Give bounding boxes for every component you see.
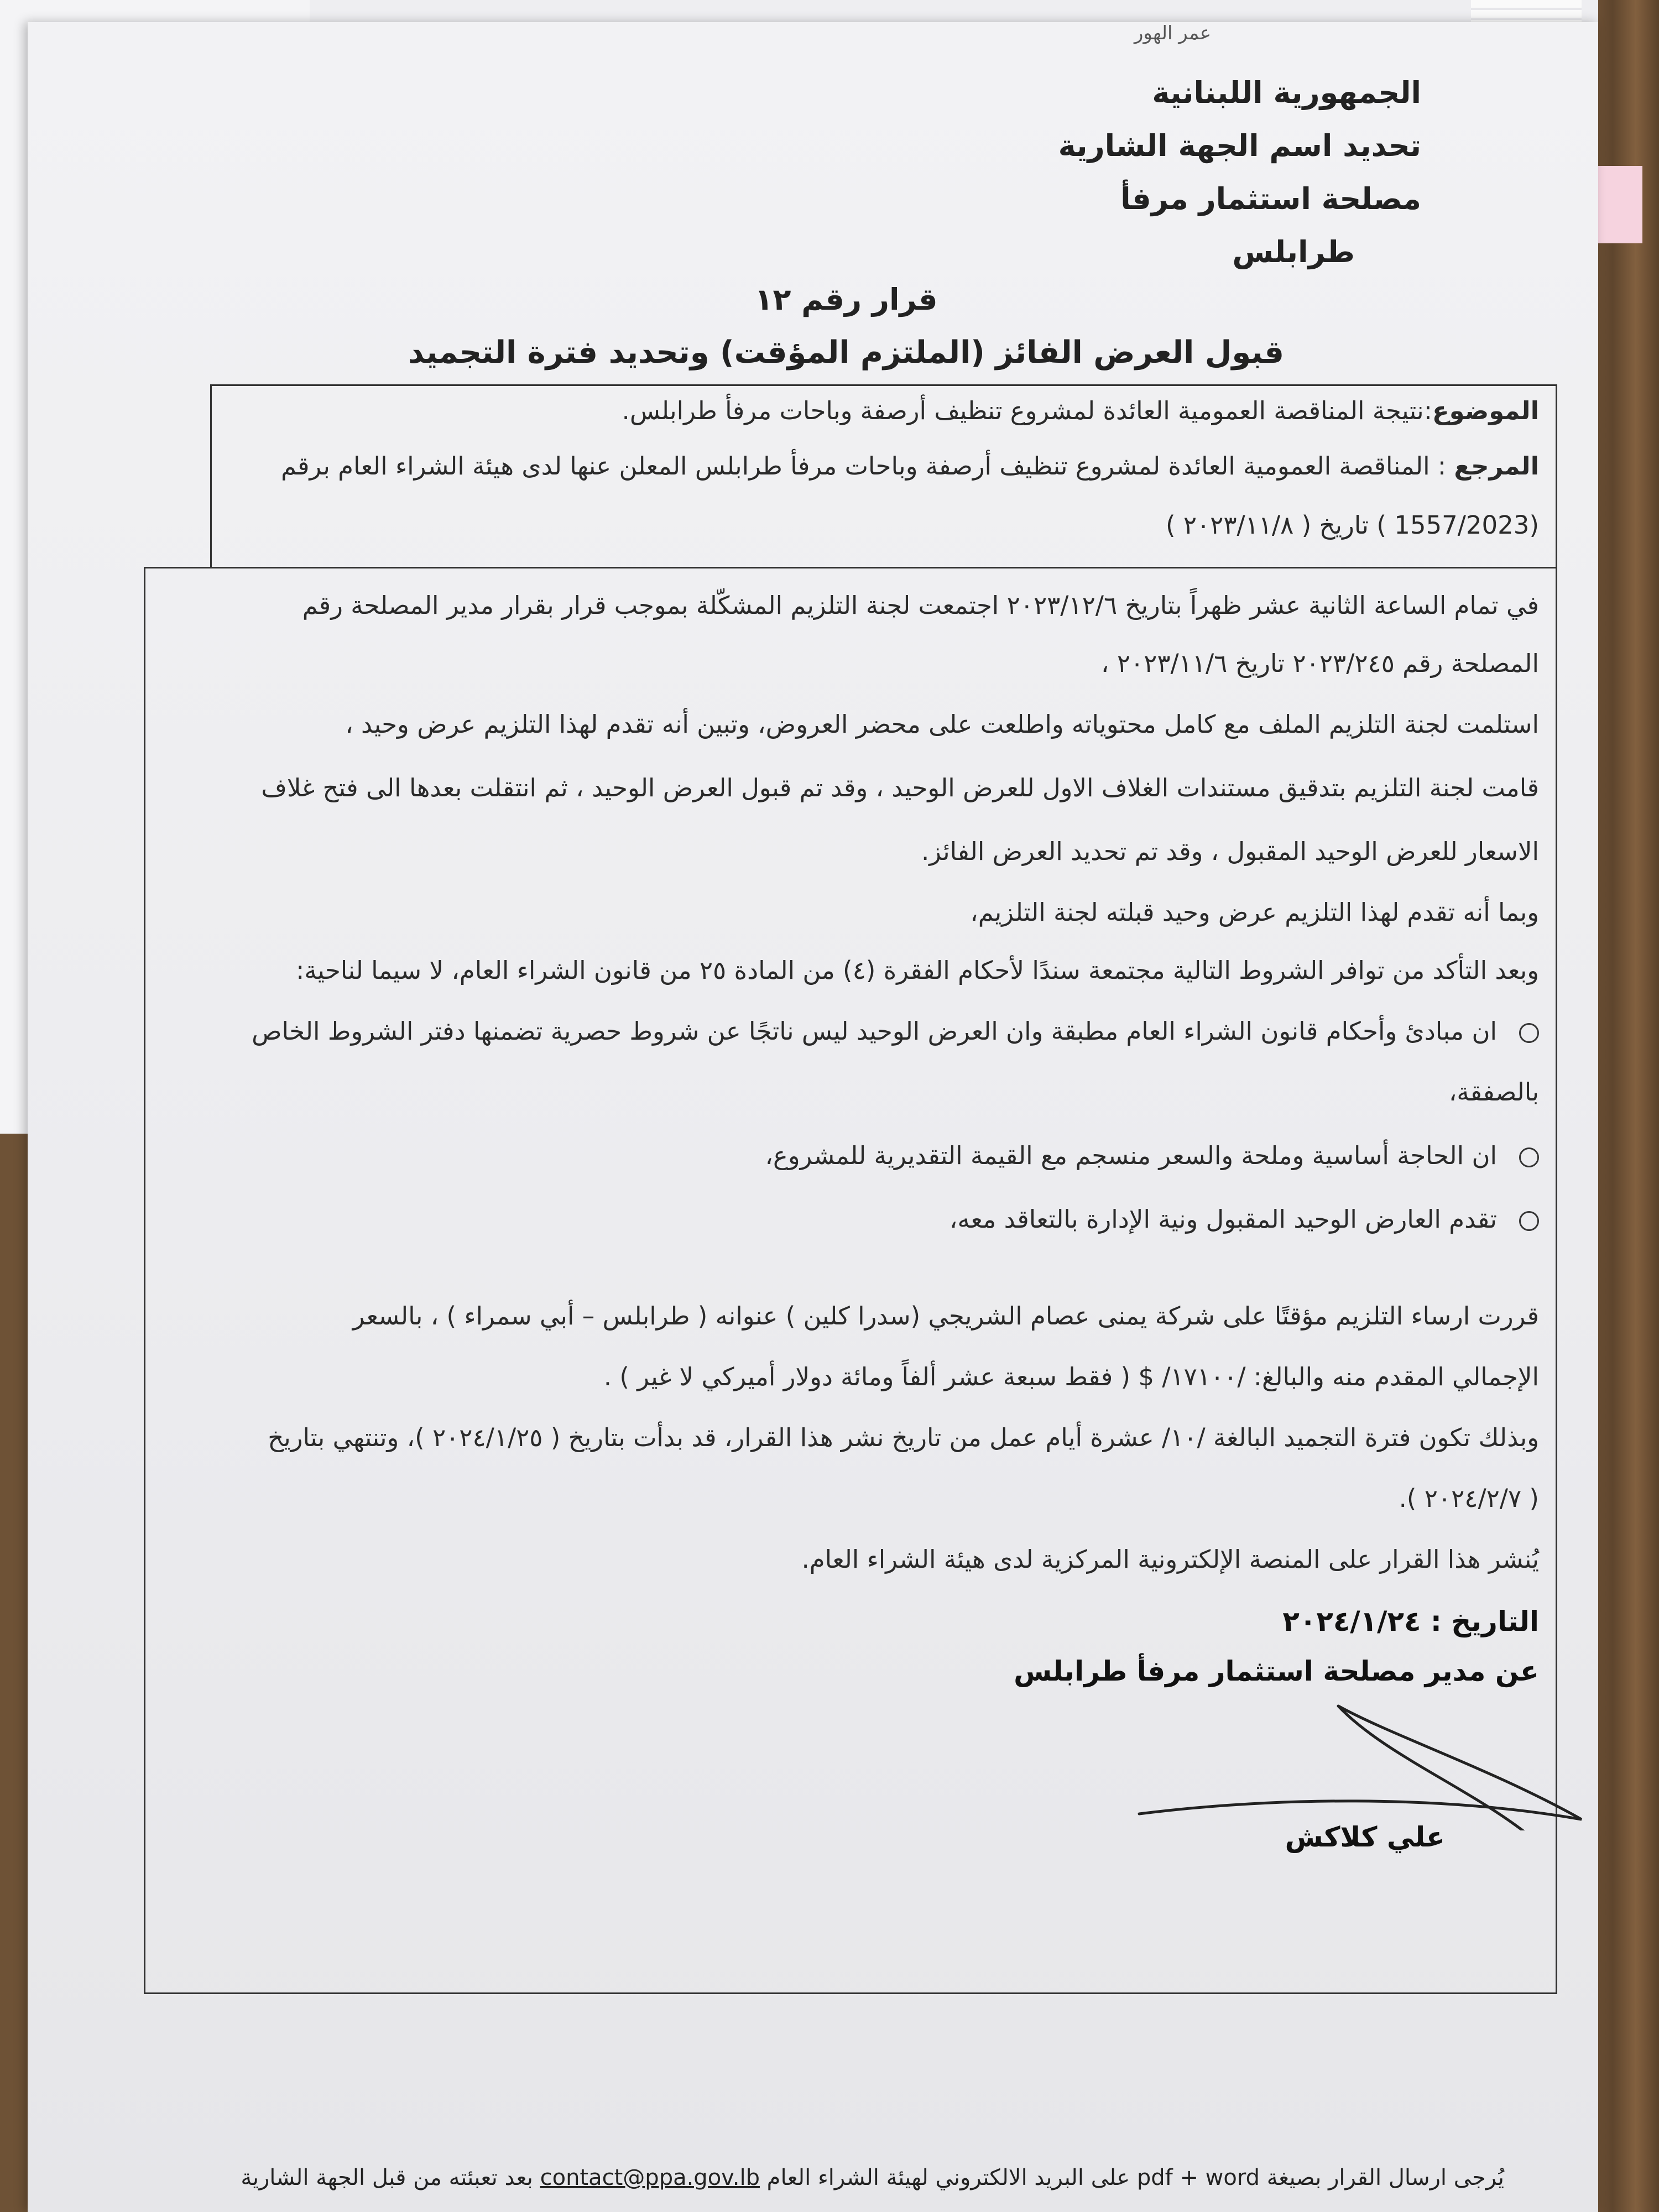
country-line: الجمهورية اللبنانية: [1152, 75, 1421, 110]
paragraph-award-l2: الإجمالي المقدم منه والبالغ: /١٧١٠٠/ $ ( فقط سبعة عشر ألفاً ومائة دولار أميركي لا غير ) .: [603, 1362, 1539, 1391]
paragraph-standstill-l2: ( ٢٠٢٤/٢/٧ ).: [1399, 1484, 1539, 1513]
subject-row: [622, 396, 1539, 425]
bullet-circle-icon: [1519, 1023, 1539, 1043]
bullet-circle-icon: [1519, 1211, 1539, 1231]
decision-date: التاريخ : ٢٠٢٤/١/٢٤: [1282, 1605, 1539, 1637]
paragraph-standstill-l1: وبذلك تكون فترة التجميد البالغة /١٠/ عشرة أيام عمل من تاريخ نشر هذا القرار، قد بدأت بتاريخ ( ٢٠٢٤/١/٢٥ )، وتنتهي بتاريخ: [268, 1423, 1539, 1452]
bullet-1-text: ان مبادئ وأحكام قانون الشراء العام مطبقة وان العرض الوحيد ليس ناتجًا عن شروط حصرية تضمنها دفتر الشروط الخاص: [252, 1016, 1497, 1046]
bullet-item-1: [252, 1016, 1539, 1046]
paragraph-envelope-l1: قامت لجنة التلزيم بتدقيق مستندات الغلاف الاول للعرض الوحيد ، وقد تم قبول العرض الوحيد ، ثم انتقلت بعدها الى فتح غلاف: [261, 773, 1539, 802]
footer-note: [241, 2165, 1504, 2190]
entity-placeholder-line: تحديد اسم الجهة الشارية: [1058, 128, 1421, 163]
bullet-1-continuation: بالصفقة،: [1448, 1077, 1539, 1107]
paragraph-conditions: وبعد التأكد من توافر الشروط التالية مجتمعة سندًا لأحكام الفقرة (٤) من المادة ٢٥ من قانون الشراء العام، لا سيما لناحية:: [296, 956, 1539, 985]
paragraph-envelope-l2: الاسعار للعرض الوحيد المقبول ، وقد تم تحديد العرض الفائز.: [921, 837, 1539, 866]
document-page: [28, 22, 1598, 2212]
cut-off-header: عمر الهور: [1134, 22, 1211, 44]
bullet-3-text: تقدم العارض الوحيد المقبول ونية الإدارة بالتعاقد معه،: [949, 1204, 1497, 1234]
paragraph-publication: يُنشر هذا القرار على المنصة الإلكترونية المركزية لدى هيئة الشراء العام.: [801, 1545, 1539, 1574]
signatory-title: عن مدير مصلحة استثمار مرفأ طرابلس: [1014, 1655, 1539, 1687]
reference-label: المرجع: [1454, 451, 1539, 481]
bullet-item-3: [950, 1204, 1539, 1234]
subject-text: :نتيجة المناقصة العمومية العائدة لمشروع تنظيف أرصفة وباحات مرفأ طرابلس.: [622, 396, 1432, 425]
subject-label: الموضوع: [1432, 396, 1539, 425]
bullet-circle-icon: [1519, 1147, 1539, 1167]
footer-text-after: بعد تعبئته من قبل الجهة الشارية: [241, 2165, 533, 2190]
bullet-2-text: ان الحاجة أساسية وملحة والسعر منسجم مع القيمة التقديرية للمشروع،: [765, 1141, 1497, 1170]
agency-line: مصلحة استثمار مرفأ: [1120, 181, 1421, 216]
paragraph-meeting-l1: في تمام الساعة الثانية عشر ظهراً بتاريخ ٢٠٢٣/١٢/٦ اجتمعت لجنة التلزيم المشكّلة بموجب قرار بقرار مدير المصلحة رقم: [302, 591, 1539, 620]
contact-email-link[interactable]: contact@ppa.gov.lb: [540, 2165, 760, 2190]
reference-number-date: (1557/2023 ) تاريخ ( ٢٠٢٣/١١/٨ ): [1165, 510, 1539, 540]
paragraph-single-offer: وبما أنه تقدم لهذا التلزيم عرض وحيد قبلته لجنة التلزيم،: [970, 898, 1539, 927]
paragraph-award-l1: قررت ارساء التلزيم مؤقتًا على شركة يمنى عصام الشريجي (سدرا كلين ) عنوانه ( طرابلس – أبي سمراء ) ، بالسعر: [352, 1301, 1539, 1331]
decision-title: قبول العرض الفائز (الملتزم المؤقت) وتحديد فترة التجميد: [408, 335, 1285, 371]
city-line: طرابلس: [1232, 234, 1355, 269]
reference-row: [281, 451, 1539, 481]
bullet-item-2: [765, 1141, 1539, 1170]
footer-text-before: يُرجى ارسال القرار بصيغة pdf + word على البريد الالكتروني لهيئة الشراء العام: [766, 2165, 1504, 2190]
paragraph-meeting-l2: المصلحة رقم ٢٠٢٣/٢٤٥ تاريخ ٢٠٢٣/١١/٦ ،: [1101, 649, 1539, 678]
reference-box: [210, 384, 1557, 568]
decision-number: قرار رقم ١٢: [754, 282, 938, 317]
reference-text: : المناقصة العمومية العائدة لمشروع تنظيف أرصفة وباحات مرفأ طرابلس المعلن عنها لدى هيئة الشراء العام برقم: [281, 451, 1454, 481]
issuing-authority: [924, 66, 1421, 279]
signatory-name: علي كلاكش: [1285, 1821, 1445, 1853]
handwritten-signature: [1106, 1703, 1604, 1830]
paragraph-received-file: استلمت لجنة التلزيم الملف مع كامل محتوياته واطلعت على محضر العروض، وتبين أنه تقدم لهذا التلزيم عرض وحيد ،: [345, 709, 1539, 739]
